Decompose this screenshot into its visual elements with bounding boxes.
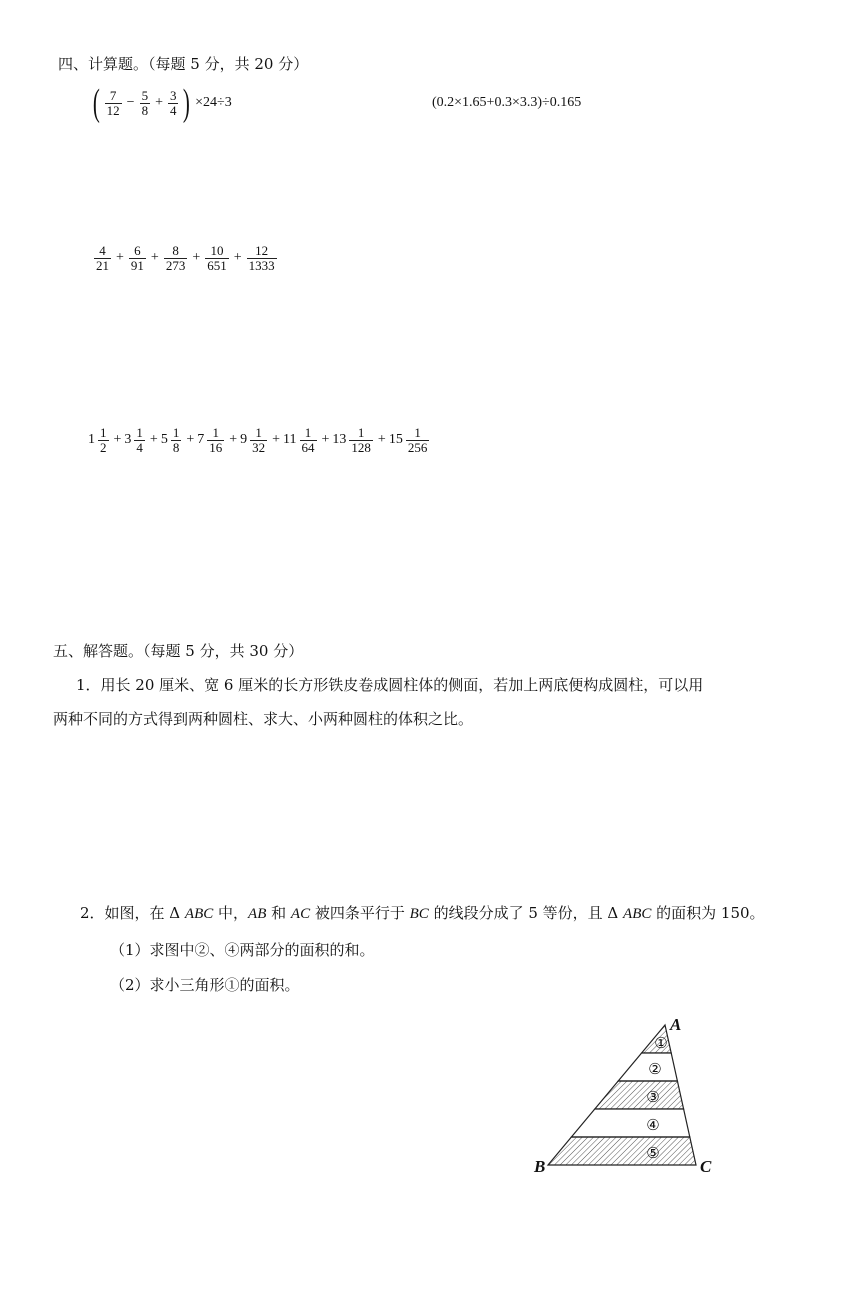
operator: + — [321, 432, 330, 448]
region-4 — [571, 1109, 689, 1137]
fraction: $\frac{1}{32}$ — [252, 425, 266, 455]
region-label-3: ③ — [646, 1088, 660, 1106]
problem-1-tail: ×24÷3 — [195, 95, 232, 110]
operator: + — [116, 250, 124, 266]
fraction: $\frac{1}{256}$ — [407, 425, 428, 455]
section-4-title: 四、计算题。（每题 5 分，共 20 分） — [58, 55, 309, 73]
mixed-number-whole: 7 — [197, 432, 205, 448]
question-1-line-2: 两种不同的方式得到两种圆柱、求大、小两种圆柱的体积之比。 — [53, 710, 474, 728]
problem-3-expression — [92, 244, 279, 272]
region-label-1: ① — [654, 1034, 668, 1052]
mixed-number-whole: 11 — [283, 432, 297, 448]
vertex-a-label: A — [670, 1015, 682, 1034]
fraction: $\frac{1}{16}$ — [209, 425, 223, 455]
question-1-line-1: 1．用长 20 厘米、宽 6 厘米的长方形铁皮卷成圆柱体的侧面，若加上两底便构成圆柱，可以用 — [76, 676, 704, 694]
fraction: $\frac{1}{4}$ — [136, 425, 143, 455]
operator: − — [126, 95, 135, 110]
question-2-sub-1: （1）求图中②、④两部分的面积的和。 — [110, 941, 375, 959]
fraction: $\frac{1}{64}$ — [301, 425, 315, 455]
fraction: $\frac{3}{4}$ — [169, 87, 177, 118]
operator: + — [233, 250, 242, 266]
fraction: $\frac{10}{651}$ — [207, 243, 227, 273]
section-5-title: 五、解答题。（每题 5 分，共 30 分） — [53, 642, 304, 660]
fraction: $\frac{5}{8}$ — [141, 87, 149, 118]
mixed-number-whole: 9 — [240, 432, 248, 448]
mixed-number-whole: 15 — [388, 432, 403, 448]
region-3 — [595, 1081, 684, 1109]
operator: + — [192, 250, 201, 266]
operator: + — [113, 432, 122, 448]
triangle-figure — [528, 1010, 728, 1180]
mixed-number-whole: 5 — [160, 432, 168, 448]
problem-4-expression — [88, 426, 431, 454]
operator: + — [377, 432, 386, 448]
operator: + — [229, 432, 238, 448]
question-2-text: 2．如图，在 Δ ABC 中，AB 和 AC 被四条平行于 BC 的线段分成了 5 等份，且 Δ ABC 的面积为 150。 — [80, 904, 765, 922]
question-2-sub-2: （2）求小三角形①的面积。 — [110, 976, 300, 994]
region-label-4: ④ — [646, 1116, 660, 1134]
paren-open: ( — [92, 82, 100, 124]
operator: + — [155, 95, 163, 110]
operator: + — [272, 432, 281, 448]
fraction: $\frac{7}{12}$ — [106, 87, 120, 118]
fraction: $\frac{1}{2}$ — [100, 425, 107, 455]
operator: + — [149, 432, 158, 448]
fraction: $\frac{1}{128}$ — [351, 425, 371, 455]
problem-2-expression: (0.2×1.65+0.3×3.3)÷0.165 — [432, 95, 582, 110]
vertex-c-label: C — [700, 1157, 712, 1176]
operator: + — [186, 432, 195, 448]
fraction: $\frac{4}{21}$ — [96, 243, 109, 273]
problem-1-expression — [90, 84, 232, 122]
paren-close: ) — [183, 82, 191, 124]
mixed-number-whole: 3 — [124, 432, 132, 448]
fraction: $\frac{8}{273}$ — [165, 243, 186, 273]
region-label-5: ⑤ — [646, 1144, 660, 1162]
operator: + — [150, 250, 159, 266]
region-5 — [548, 1137, 696, 1165]
mixed-number-whole: 1 — [88, 432, 95, 448]
fraction: $\frac{1}{8}$ — [172, 425, 180, 455]
fraction: $\frac{6}{91}$ — [130, 243, 144, 273]
region-label-2: ② — [648, 1060, 662, 1078]
vertex-b-label: B — [534, 1157, 546, 1176]
fraction: $\frac{12}{1333}$ — [248, 243, 275, 273]
mixed-number-whole: 13 — [332, 432, 347, 448]
